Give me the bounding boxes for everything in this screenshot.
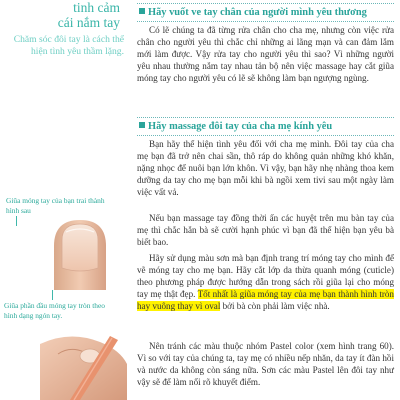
paragraph-text: Hãy sử dụng màu sơn mà bạn định trang trí móng tay cho mình để vẽ móng tay cho mẹ bạn. Hãy cắt lớp da thừa quanh móng (cuticle) theo phương pháp được hướng dẫn trong sách rồi giũa lại cho móng tay mẹ thật đẹp. (137, 253, 394, 299)
caption-nail-shape: Giũa móng tay của bạn trai thành hình sau (6, 196, 105, 215)
bullet-square-icon (139, 122, 145, 128)
paragraph: Nên tránh các màu thuộc nhóm Pastel color (xem hình trang 60). Vì so với tay của chúng ta, tay mẹ có nhiều nếp nhăn, da tay ít đàn hồi và nước da không còn sáng nữa. Sơn các màu Pastel lên đôi tay như vậy sẽ để làm nổi rõ khuyết điểm. (137, 341, 394, 387)
highlighted-text: Tốt nhất là giũa móng tay của mẹ bạn thành hình tròn hay vuông thay vì oval (137, 289, 394, 311)
caption-pointer-line (52, 290, 53, 300)
main-column (137, 0, 394, 400)
hand-filing-photo (40, 324, 127, 400)
sidebar-title: tinh cảm cái nắm tay (57, 0, 120, 30)
sidebar (0, 0, 127, 400)
nail-shape-photo (40, 218, 120, 290)
paragraph-text: bởi bà còn phải làm việc nhà. (220, 301, 330, 311)
section-heading-2 (137, 117, 394, 136)
section-heading-text: Hãy massage đôi tay của cha mẹ kính yêu (148, 121, 333, 132)
sidebar-description: Chăm sóc đôi tay là cách thể hiện tình yêu thầm lặng. (13, 34, 124, 57)
paragraph: Nếu bạn massage tay đồng thời ấn các huyệt trên mu bàn tay của mẹ thì chắc hẳn bà sẽ cười hạnh phúc vì bạn đã thể hiện bạn yêu bà biết bao. (137, 213, 394, 247)
section-heading-1 (137, 3, 394, 22)
bullet-square-icon (139, 8, 145, 14)
caption-pointer-line (16, 216, 17, 226)
paragraph: Có lẽ chúng ta đã từng rửa chân cho cha mẹ, nhưng còn việc rửa chân cho người yêu thì chắc chỉ những ai lãng mạn và can đảm lắm mới làm được. Vậy rửa tay cho người yêu thì sao? Vì những người yêu nhau thường nắm tay nhau tản bộ nên việc massage hay cắt giũa móng tay cho người yêu có lẽ sẽ không làm bạn ngượng ngùng. (137, 25, 394, 83)
paragraph: Bạn hãy thể hiện tình yêu đối với cha mẹ mình. Đôi tay của cha mẹ bạn đã trở nên chai sần, thô ráp do không quản những khó khăn, nặng nhọc để nuôi bạn lớn khôn. Vì vậy, bạn hãy nhẹ nhàng thoa kem dưỡng da tay cho mẹ bạn mỗi khi bà ngồi xem tivi sau một ngày làm việc vất vả. (137, 139, 394, 197)
section-heading-text: Hãy vuốt ve tay chân của người mình yêu thương (148, 7, 367, 18)
caption-filing-tip: Giũa phần đầu móng tay tròn theo hình dạng ngón tay. (4, 301, 105, 320)
paragraph-highlighted (137, 252, 394, 312)
